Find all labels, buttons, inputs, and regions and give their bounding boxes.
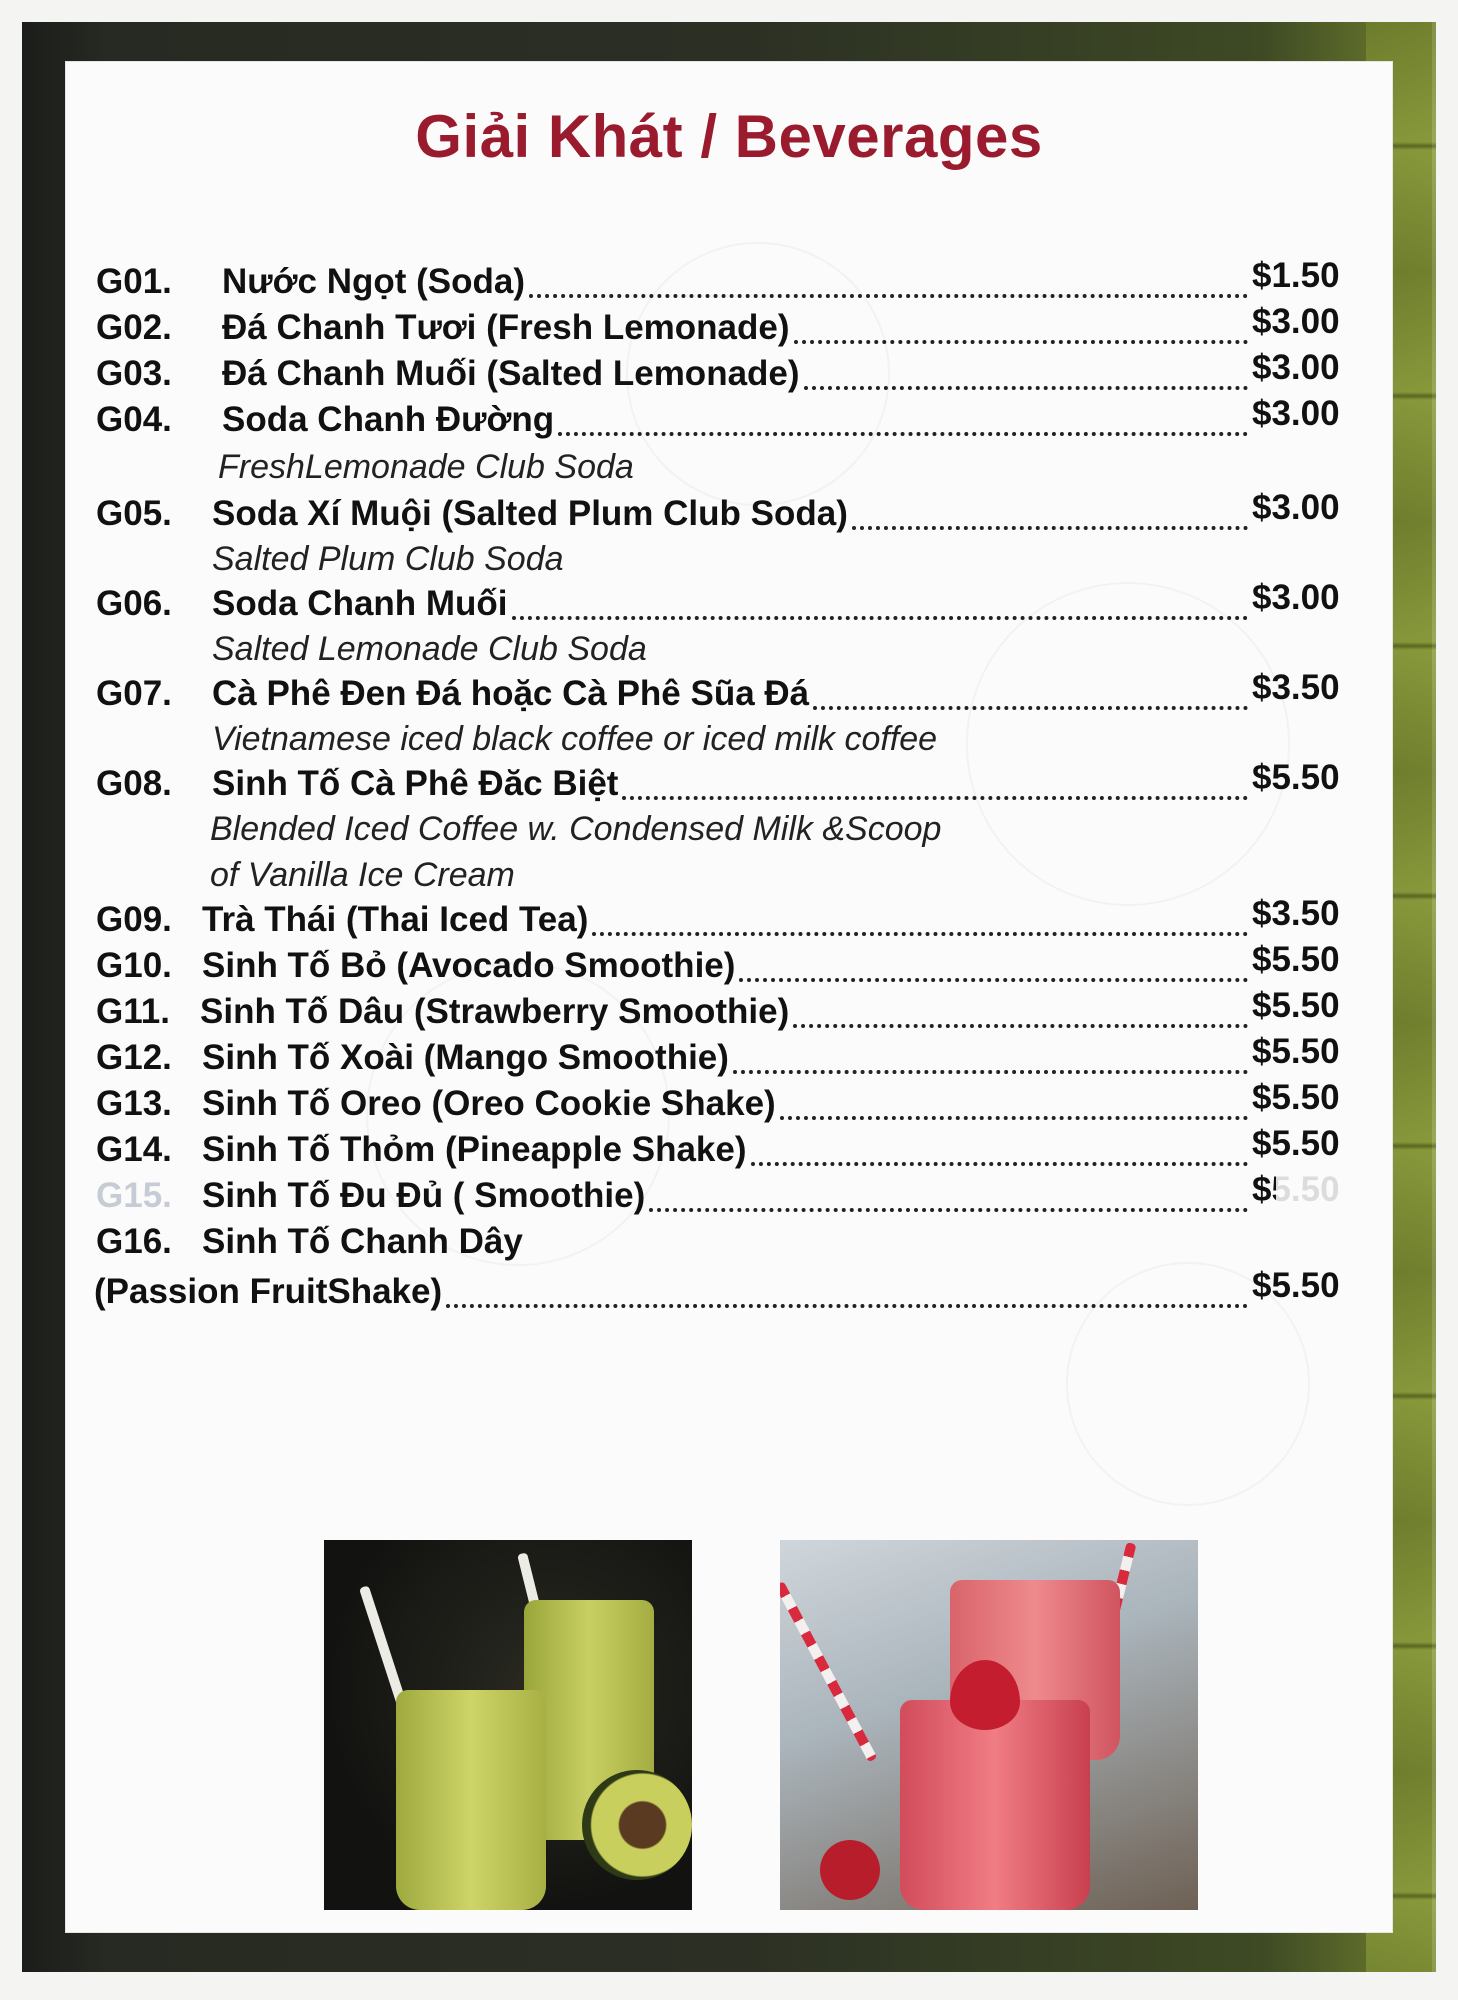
menu-item	[66, 262, 1392, 312]
item-code: G14.	[96, 1130, 172, 1169]
item-price: $5.50	[1252, 986, 1340, 1025]
item-description: of Vanilla Ice Cream	[210, 856, 515, 894]
menu-page	[66, 62, 1392, 1932]
item-description: FreshLemonade Club Soda	[218, 448, 634, 486]
item-code: G11.	[96, 992, 170, 1031]
straw-icon	[780, 1581, 877, 1762]
item-name: Đá Chanh Muối (Salted Lemonade)	[222, 354, 800, 393]
item-code: G05.	[96, 494, 172, 533]
item-name: Trà Thái (Thai Iced Tea)	[202, 900, 589, 939]
dot-leader	[446, 1304, 1248, 1308]
menu-item	[66, 946, 1392, 996]
menu-item	[66, 1038, 1392, 1088]
item-price: $3.00	[1252, 348, 1340, 387]
menu-item	[66, 1176, 1392, 1226]
item-price: $5.50	[1252, 940, 1340, 979]
item-price: $3.00	[1252, 488, 1340, 527]
menu-item	[66, 308, 1392, 358]
item-code: G03.	[96, 354, 172, 393]
menu-item	[66, 354, 1392, 404]
item-name: Sinh Tố Xoài (Mango Smoothie)	[202, 1038, 729, 1077]
strawberry-icon	[820, 1840, 880, 1900]
dot-leader	[622, 796, 1248, 800]
item-name: Sinh Tố Oreo (Oreo Cookie Shake)	[202, 1084, 776, 1123]
item-price: $5.50	[1252, 1078, 1340, 1117]
dot-leader	[739, 978, 1248, 982]
menu-item-continued	[66, 1272, 1392, 1322]
item-name: Cà Phê Đen Đá hoặc Cà Phê Sũa Đá	[212, 674, 810, 713]
item-description: Salted Plum Club Soda	[212, 540, 564, 578]
item-code: G07.	[96, 674, 172, 713]
item-code: G06.	[96, 584, 172, 623]
dot-leader	[793, 1024, 1248, 1028]
item-description: Blended Iced Coffee w. Condensed Milk &Scoop	[210, 810, 942, 848]
menu-item	[66, 1222, 1392, 1272]
dot-leader	[512, 616, 1248, 620]
menu-item	[66, 584, 1392, 634]
item-price: $3.00	[1252, 394, 1340, 433]
menu-item	[66, 1130, 1392, 1180]
avocado-icon	[582, 1770, 692, 1880]
item-code: G12.	[96, 1038, 172, 1077]
item-price: $5.50	[1252, 1124, 1340, 1163]
item-price: $3.00	[1252, 302, 1340, 341]
item-name: Soda Xí Muội (Salted Plum Club Soda)	[212, 494, 848, 533]
item-name: Đá Chanh Tươi (Fresh Lemonade)	[222, 308, 790, 347]
menu-item	[66, 400, 1392, 450]
avocado-smoothie-photo	[324, 1540, 692, 1910]
item-name: Sinh Tố Thỏm (Pineapple Shake)	[202, 1130, 747, 1169]
dot-leader	[529, 294, 1248, 298]
item-name: Sinh Tố Đu Đủ ( Smoothie)	[202, 1176, 646, 1215]
menu-item	[66, 494, 1392, 544]
item-name: Nước Ngọt (Soda)	[222, 262, 525, 301]
item-code: G10.	[96, 946, 172, 985]
menu-item	[66, 674, 1392, 724]
item-name: Soda Chanh Đường	[222, 400, 555, 439]
dot-leader	[780, 1116, 1248, 1120]
item-code: G16.	[96, 1222, 172, 1261]
menu-item	[66, 900, 1392, 950]
item-price: $5.50	[1252, 1032, 1340, 1071]
item-description: Vietnamese iced black coffee or iced milk coffee	[212, 720, 938, 758]
menu-item	[66, 1084, 1392, 1134]
item-code: G01.	[96, 262, 172, 301]
item-name: Sinh Tố Dâu (Strawberry Smoothie)	[200, 992, 790, 1031]
dot-leader	[813, 706, 1248, 710]
item-price: $5.50	[1252, 1266, 1340, 1305]
page-title: Giải Khát / Beverages	[415, 103, 1043, 170]
menu-item	[66, 992, 1392, 1042]
menu-item	[66, 764, 1392, 814]
dot-leader	[733, 1070, 1248, 1074]
dot-leader	[751, 1162, 1248, 1166]
item-name: Soda Chanh Muối	[212, 584, 508, 623]
item-price: $3.50	[1252, 894, 1340, 933]
item-code: G15.	[96, 1176, 172, 1215]
dot-leader	[558, 432, 1248, 436]
dot-leader	[794, 340, 1248, 344]
item-description: Salted Lemonade Club Soda	[212, 630, 647, 668]
item-price: $3.00	[1252, 578, 1340, 617]
beverage-menu	[66, 62, 1392, 1582]
dot-leader	[852, 526, 1248, 530]
item-name: Sinh Tố Cà Phê Đăc Biệt	[212, 764, 619, 803]
dot-leader	[804, 386, 1248, 390]
item-price: $5.50	[1252, 758, 1340, 797]
dot-leader	[592, 932, 1248, 936]
strawberry-smoothie-photo	[780, 1540, 1198, 1910]
item-name-continued: (Passion FruitShake)	[94, 1272, 443, 1311]
item-code: G08.	[96, 764, 172, 803]
item-code: G04.	[96, 400, 172, 439]
item-code: G13.	[96, 1084, 172, 1123]
item-name: Sinh Tố Bỏ (Avocado Smoothie)	[202, 946, 736, 985]
smoothie-jar-icon	[900, 1700, 1090, 1910]
item-price: $5.50	[1252, 1170, 1362, 1210]
item-name: Sinh Tố Chanh Dây	[202, 1222, 523, 1261]
item-price: $3.50	[1252, 668, 1340, 707]
smoothie-glass-icon	[396, 1690, 546, 1910]
item-code: G09.	[96, 900, 172, 939]
item-price: $1.50	[1252, 256, 1340, 295]
item-code: G02.	[96, 308, 172, 347]
dot-leader	[649, 1208, 1248, 1212]
